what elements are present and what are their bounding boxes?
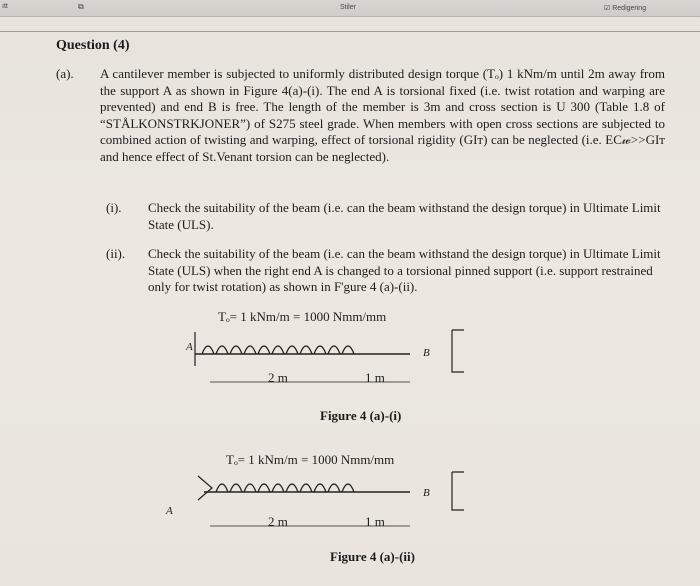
end-a-label: A [186, 341, 193, 353]
end-b-label: B [423, 487, 430, 499]
pinned-support [198, 476, 212, 500]
edit-icon: ☑ [604, 5, 611, 12]
toolbar-title[interactable]: Stiler [340, 4, 356, 11]
torque-load-symbols [202, 346, 354, 354]
torque-load-symbols [216, 484, 354, 492]
item-text-ii: Check the suitability of the beam (i.e. can the beam withstand the design torque) in Ultimate Limit State (ULS) when the right end A is changed to a torsional pinned support (i.e. support restrained only for twist rotation) as shown in F'gure 4 (a)-(ii). [148, 246, 661, 294]
figure-caption-ii: Figure 4 (a)-(ii) [330, 549, 415, 564]
edit-button-label: Redigering [612, 5, 647, 12]
question-title: Question (4) [56, 38, 130, 53]
edit-button[interactable] [604, 4, 646, 12]
dim-2m-label: 2 m [268, 514, 288, 529]
load-label: Tₒ= 1 kNm/m = 1000 Nmm/mm [226, 452, 395, 467]
figure-4a-i [160, 302, 480, 402]
u-section-icon [452, 330, 464, 372]
figure-caption-i: Figure 4 (a)-(i) [320, 408, 402, 423]
dim-2m-label: 2 m [268, 370, 288, 385]
dim-1m-label: 1 m [365, 370, 385, 385]
top-toolbar [0, 0, 700, 17]
item-label-ii: (ii). [106, 246, 126, 261]
load-label: Tₒ= 1 kNm/m = 1000 Nmm/mm [218, 309, 387, 324]
figure-4a-ii [160, 448, 480, 543]
part-label: (a). [56, 66, 74, 81]
sidebar-icon[interactable]: ⧉ [78, 2, 84, 11]
u-section-icon [452, 472, 464, 510]
question-paragraph: A cantilever member is subjected to uniformly distributed design torque (Tₒ) 1 kNm/m until 2m away from the support A as shown in Figure 4(a)-(i). The end A is torsional fixed (i.e. twist rotation and warping are prevented) and end B is free. The length of the member is 3m and cross section is U 300 (Table 1.8 of “STÅLKONSTRKJONER”) of S275 steel grade. When members with open cross sections are subjected to combined action of twisting and warping, effect of torsional rigidity (GIᴛ) can be neglected (i.e. EC𝓌>>GIᴛ and hence effect of St.Venant torsion can be neglected). [100, 66, 665, 164]
end-a-label: A [166, 505, 173, 517]
signal-indicator: ıtt [2, 3, 8, 10]
dim-1m-label: 1 m [365, 514, 385, 529]
item-label-i: (i). [106, 200, 122, 215]
end-b-label: B [423, 347, 430, 359]
header-divider [0, 31, 700, 32]
item-text-i: Check the suitability of the beam (i.e. can the beam withstand the design torque) in Ultimate Limit State (ULS). [148, 200, 661, 232]
